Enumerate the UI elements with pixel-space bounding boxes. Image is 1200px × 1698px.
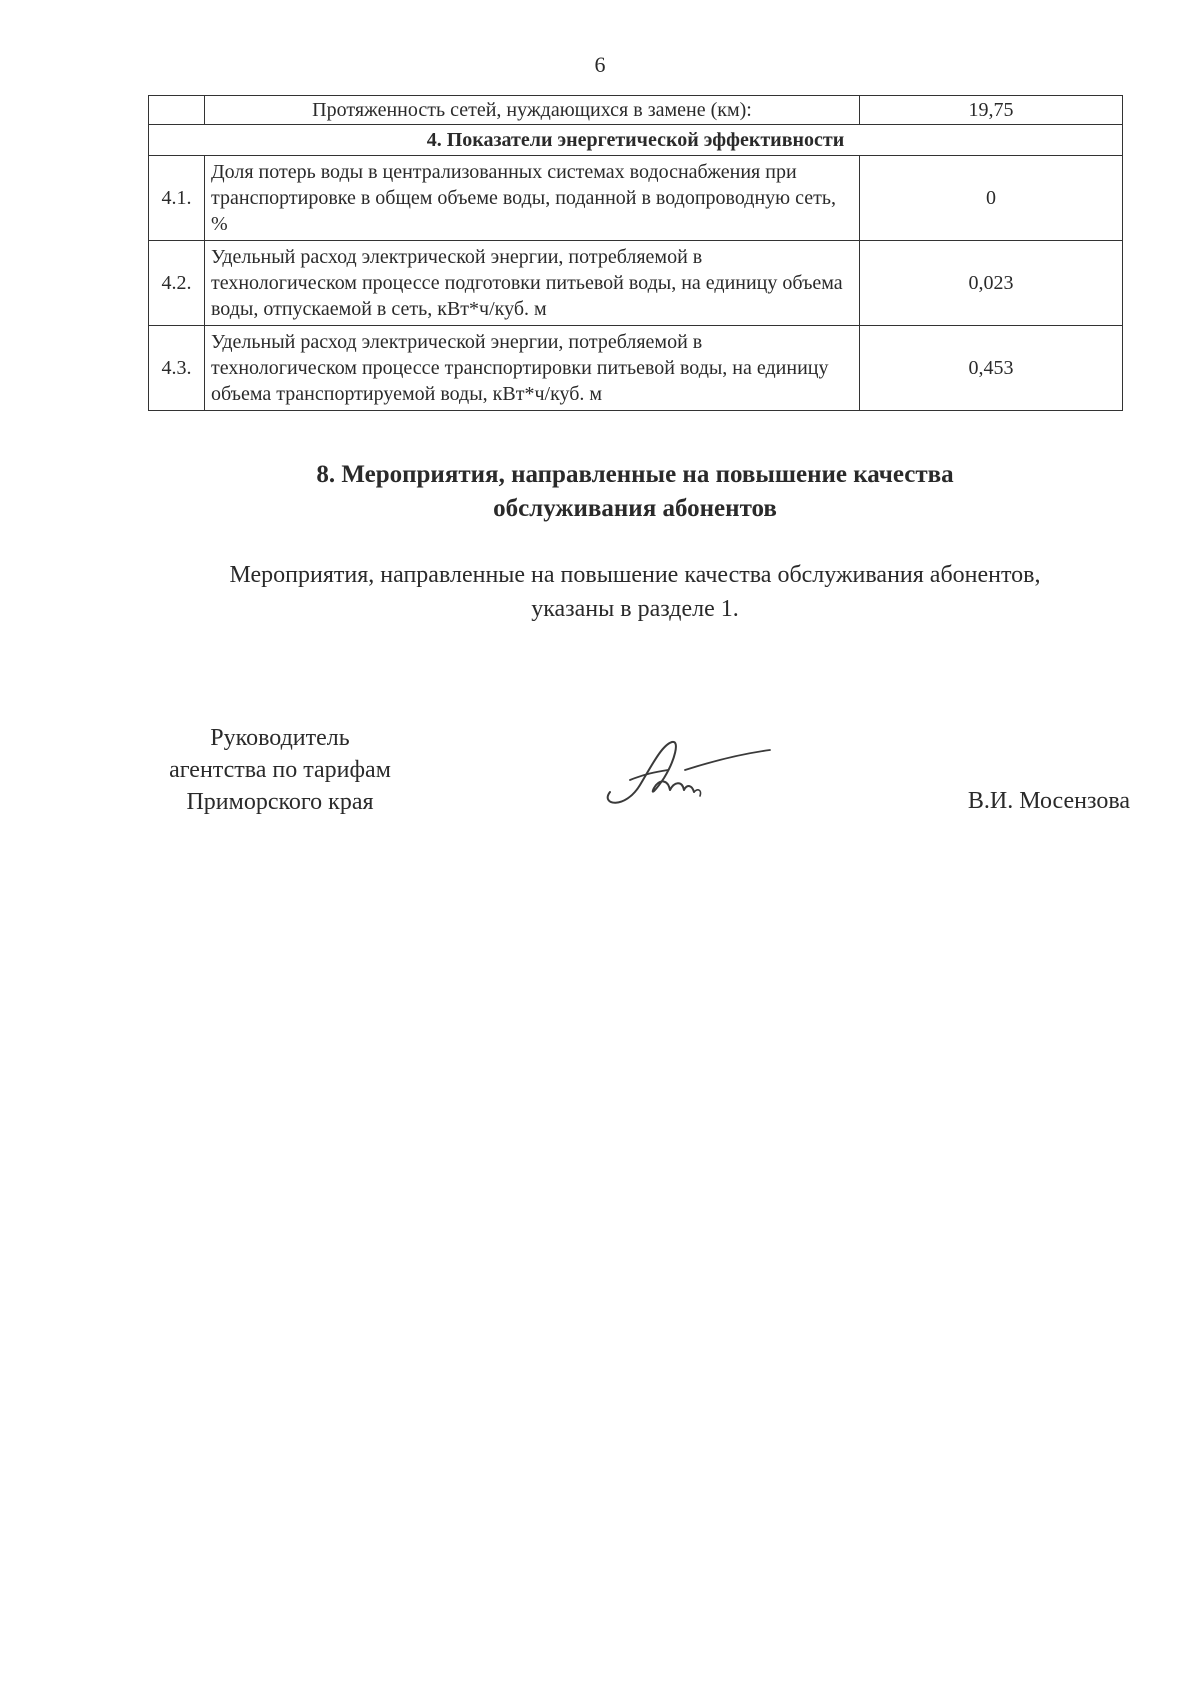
table-section-header-row [149,125,1123,156]
section-8-body-line: указаны в разделе 1. [531,596,739,622]
indicators-table [148,95,1123,411]
section-8-body [0,558,1200,626]
handwritten-signature [590,730,780,820]
signatory-position-line: Приморского края [186,789,374,815]
row-number-cell: 4.2. [149,241,205,326]
row-number-cell: 4.3. [149,326,205,411]
section-8-title [0,458,1200,526]
signatory-position [130,722,430,818]
row-value-cell: 0,023 [860,241,1123,326]
section-8-title-line: обслуживания абонентов [493,495,777,522]
row-text-cell: Доля потерь воды в централизованных системах водоснабжения при транспортировке в общем объеме воды, поданной в водопроводную сеть, % [205,156,860,241]
table-row [149,156,1123,241]
row-text-cell: Протяженность сетей, нуждающихся в замене (км): [205,96,860,125]
signatory-name: В.И. Мосензова [967,788,1130,814]
signatory-position-line: Руководитель [210,725,350,751]
section-8-title-line: 8. Мероприятия, направленные на повышение качества [316,461,954,488]
row-number-cell: 4.1. [149,156,205,241]
table-row-continuation [149,96,1123,125]
row-text-cell: Удельный расход электрической энергии, потребляемой в технологическом процессе подготовки питьевой воды, на единицу объема воды, отпускаемой в сеть, кВт*ч/куб. м [205,241,860,326]
row-text-cell: Удельный расход электрической энергии, потребляемой в технологическом процессе транспортировки питьевой воды, на единицу объема транспортируемой воды, кВт*ч/куб. м [205,326,860,411]
row-value-cell: 0 [860,156,1123,241]
signatory-position-line: агентства по тарифам [169,757,391,783]
row-value-cell: 19,75 [860,96,1123,125]
table-row [149,326,1123,411]
section-header-cell: 4. Показатели энергетической эффективности [149,125,1123,156]
row-value-cell: 0,453 [860,326,1123,411]
table-row [149,241,1123,326]
row-number-cell [149,96,205,125]
section-8-body-line: Мероприятия, направленные на повышение качества обслуживания абонентов, [229,562,1041,588]
page-number: 6 [594,52,606,77]
